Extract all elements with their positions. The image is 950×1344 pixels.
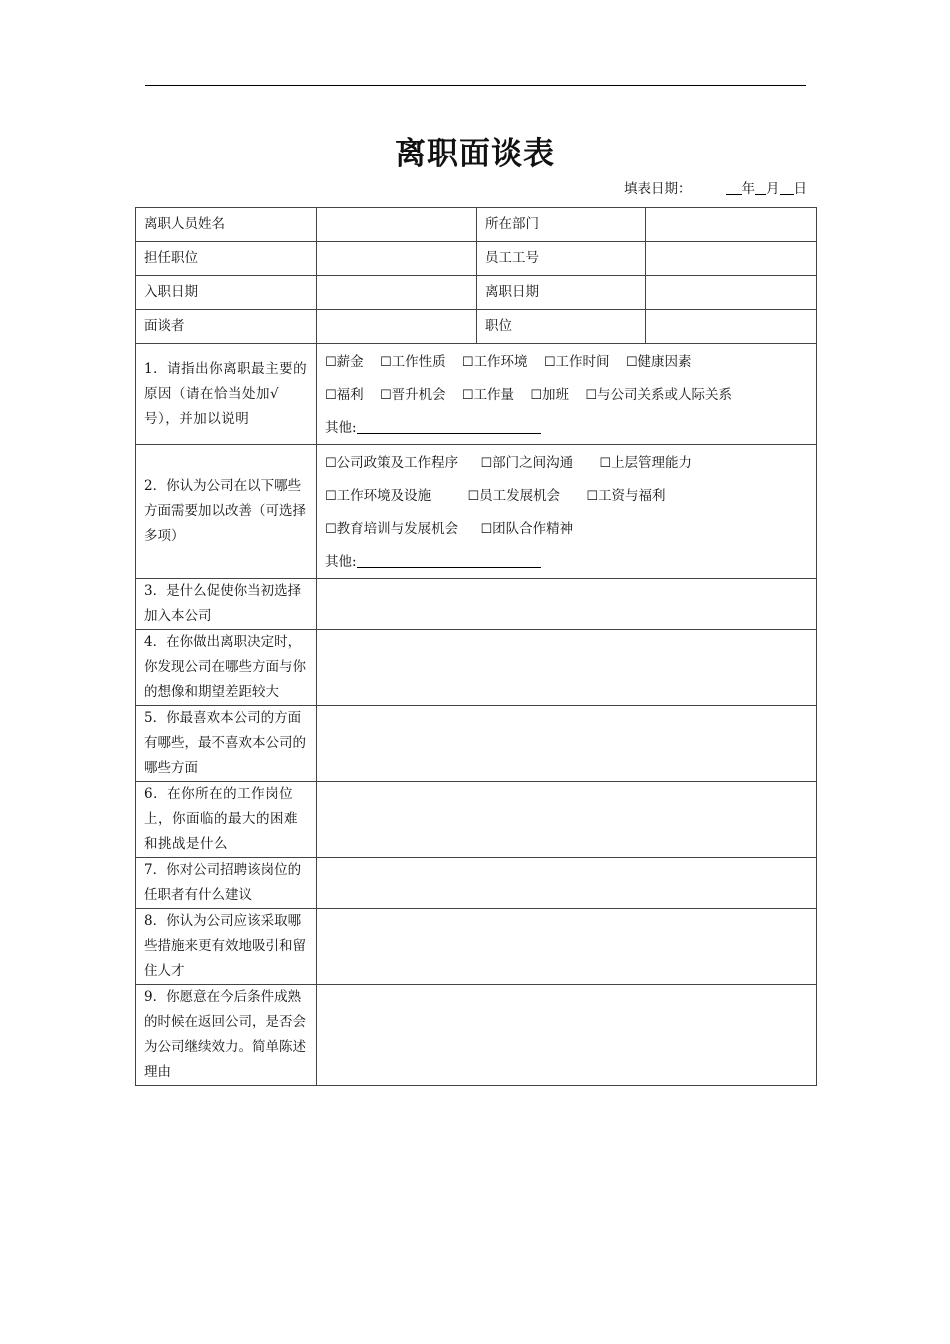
option-line (325, 516, 808, 549)
option[interactable]: ☐教育培训与发展机会 (325, 521, 459, 537)
info-row (136, 208, 817, 242)
info-label: 担任职位 (136, 242, 317, 276)
option[interactable]: ☐工作量 (461, 387, 515, 403)
option[interactable]: ☐与公司关系或人际关系 (585, 387, 732, 403)
empty-checkbox-icon[interactable]: ☐ (325, 522, 337, 537)
other-line (325, 415, 808, 441)
option[interactable]: ☐晋升机会 (379, 387, 446, 403)
option[interactable]: ☐工作环境及设施 (325, 488, 432, 504)
info-label: 职位 (477, 310, 646, 344)
other-label: 其他: (325, 420, 357, 436)
month-blank[interactable] (755, 181, 766, 195)
info-label: 所在部门 (477, 208, 646, 242)
interview-form-table (135, 207, 817, 1086)
page-title: 离职面谈表 (395, 136, 555, 172)
info-label: 离职日期 (477, 276, 646, 310)
question-row-7 (136, 858, 817, 909)
year-blank[interactable] (726, 181, 742, 195)
option-line (325, 349, 808, 382)
info-label: 离职人员姓名 (136, 208, 317, 242)
question-row-1 (136, 344, 817, 445)
option[interactable]: ☐健康因素 (625, 354, 692, 370)
empty-checkbox-icon[interactable]: ☐ (325, 388, 337, 403)
empty-checkbox-icon[interactable]: ☐ (530, 388, 543, 403)
empty-checkbox-icon[interactable]: ☐ (325, 355, 337, 370)
empty-checkbox-icon[interactable]: ☐ (543, 355, 556, 370)
question-text: 2．你认为公司在以下哪些方面需要加以改善（可选择多项） (136, 445, 317, 579)
answer-field[interactable] (317, 706, 817, 782)
info-value-field[interactable] (646, 208, 817, 242)
option[interactable]: ☐团队合作精神 (480, 521, 574, 537)
option[interactable]: ☐员工发展机会 (467, 488, 561, 504)
option[interactable]: ☐工资与福利 (586, 488, 666, 504)
empty-checkbox-icon[interactable]: ☐ (585, 388, 597, 403)
info-value-field[interactable] (317, 242, 477, 276)
answer-field[interactable] (317, 985, 817, 1086)
answer-field[interactable] (317, 630, 817, 706)
fill-date (624, 177, 807, 197)
option[interactable]: ☐加班 (530, 387, 570, 403)
year-label: 年 (741, 181, 755, 197)
empty-checkbox-icon[interactable]: ☐ (461, 388, 474, 403)
question-row-6 (136, 782, 817, 858)
day-blank[interactable] (780, 181, 794, 195)
option[interactable]: ☐工作时间 (543, 354, 610, 370)
empty-checkbox-icon[interactable]: ☐ (480, 456, 493, 471)
question-text: 4．在你做出离职决定时，你发现公司在哪些方面与你的想像和期望差距较大 (136, 630, 317, 706)
empty-checkbox-icon[interactable]: ☐ (325, 456, 337, 471)
other-input-line[interactable] (357, 420, 541, 434)
other-line (325, 549, 808, 575)
question-row-5 (136, 706, 817, 782)
option[interactable]: ☐福利 (325, 387, 364, 403)
question-row-3 (136, 579, 817, 630)
info-label: 面谈者 (136, 310, 317, 344)
q2-options (317, 445, 817, 579)
info-value-field[interactable] (646, 310, 817, 344)
answer-field[interactable] (317, 858, 817, 909)
question-text: 9．你愿意在今后条件成熟的时候在返回公司，是否会为公司继续效力。简单陈述理由 (136, 985, 317, 1086)
other-label: 其他: (325, 554, 357, 570)
option[interactable]: ☐上层管理能力 (599, 455, 693, 471)
empty-checkbox-icon[interactable]: ☐ (379, 388, 392, 403)
empty-checkbox-icon[interactable]: ☐ (586, 489, 599, 504)
answer-field[interactable] (317, 579, 817, 630)
option[interactable]: ☐薪金 (325, 354, 364, 370)
empty-checkbox-icon[interactable]: ☐ (461, 355, 474, 370)
option[interactable]: ☐公司政策及工作程序 (325, 455, 459, 471)
info-value-field[interactable] (646, 242, 817, 276)
option[interactable]: ☐工作环境 (461, 354, 528, 370)
question-text: 3．是什么促使你当初选择加入本公司 (136, 579, 317, 630)
option-line (325, 382, 808, 415)
question-row-2 (136, 445, 817, 579)
empty-checkbox-icon[interactable]: ☐ (467, 489, 480, 504)
question-row-4 (136, 630, 817, 706)
info-value-field[interactable] (317, 276, 477, 310)
question-row-8 (136, 909, 817, 985)
answer-field[interactable] (317, 782, 817, 858)
option-line (325, 450, 808, 483)
fill-date-label: 填表日期： (624, 181, 692, 197)
header-rule (145, 85, 806, 86)
option-line (325, 483, 808, 516)
empty-checkbox-icon[interactable]: ☐ (325, 489, 337, 504)
question-row-9 (136, 985, 817, 1086)
empty-checkbox-icon[interactable]: ☐ (625, 355, 638, 370)
question-text: 1．请指出你离职最主要的原因（请在恰当处加√号），并加以说明 (136, 344, 317, 445)
answer-field[interactable] (317, 909, 817, 985)
info-value-field[interactable] (317, 310, 477, 344)
other-input-line[interactable] (357, 554, 541, 568)
question-text: 8．你认为公司应该采取哪些措施来更有效地吸引和留住人才 (136, 909, 317, 985)
empty-checkbox-icon[interactable]: ☐ (379, 355, 392, 370)
info-value-field[interactable] (646, 276, 817, 310)
info-label: 员工工号 (477, 242, 646, 276)
info-label: 入职日期 (136, 276, 317, 310)
info-value-field[interactable] (317, 208, 477, 242)
empty-checkbox-icon[interactable]: ☐ (480, 522, 493, 537)
info-row (136, 310, 817, 344)
month-label: 月 (766, 181, 780, 197)
q1-options (317, 344, 817, 445)
question-text: 6．在你所在的工作岗位上，你面临的最大的困难和挑战是什么 (136, 782, 317, 858)
option[interactable]: ☐部门之间沟通 (480, 455, 574, 471)
question-text: 7．你对公司招聘该岗位的任职者有什么建议 (136, 858, 317, 909)
empty-checkbox-icon[interactable]: ☐ (599, 456, 612, 471)
day-label: 日 (793, 181, 807, 197)
info-row (136, 242, 817, 276)
option[interactable]: ☐工作性质 (379, 354, 446, 370)
info-row (136, 276, 817, 310)
question-text: 5．你最喜欢本公司的方面有哪些，最不喜欢本公司的哪些方面 (136, 706, 317, 782)
